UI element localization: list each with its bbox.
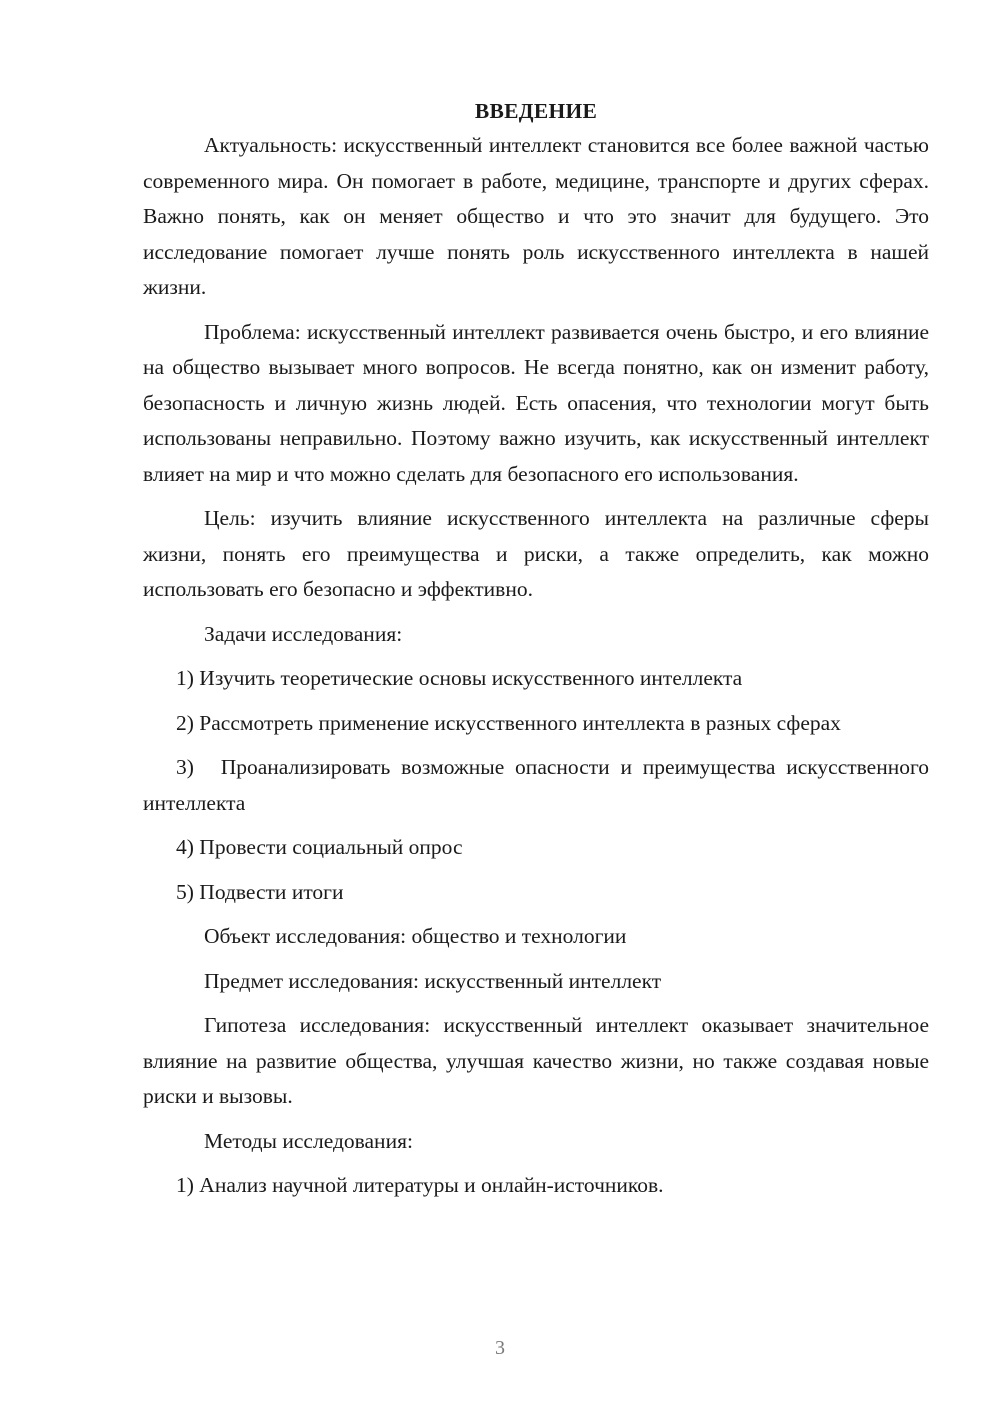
section-title: ВВЕДЕНИЕ [474,99,598,123]
list-item-number: 1) [176,1173,200,1197]
list-item-text: Подвести итоги [199,879,344,904]
list-item-text: Анализ научной литературы и онлайн-источников. [199,1173,664,1197]
methods-list [143,1168,929,1204]
list-item [143,875,929,911]
list-item-number: 3) [176,755,205,779]
list-item-number: 4) [176,835,200,859]
list-item-text: Рассмотреть применение искусственного интеллекта в разных сферах [199,710,841,735]
paragraph-relevance: Актуальность: искусственный интеллект становится все более важной частью современного мира. Он помогает в работе, медицине, транспорте и других сферах. Важно понять, как он меняет общество и что это значит для будущего. Это исследование помогает лучше понять роль искусственного интеллекта в нашей жизни. [143,133,929,299]
list-item-text: Изучить теоретические основы искусственного интеллекта [199,666,743,690]
paragraph-object: Объект исследования: общество и технологии [204,924,627,948]
list-item [143,661,929,697]
list-item-number: 1) [176,666,200,690]
paragraph-subject: Предмет исследования: искусственный интеллект [204,968,662,993]
paragraph-problem: Проблема: искусственный интеллект развивается очень быстро, и его влияние на общество вызывает много вопросов. Не всегда понятно, как он изменит работу, безопасность и личную жизнь людей. Есть опасения, что технологии могут быть использованы неправильно. Поэтому важно изучить, как искусственный интеллект влияет на мир и что можно сделать для безопасного его использования. [143,319,929,486]
methods-heading: Методы исследования: [204,1128,413,1153]
list-item-number: 2) [176,710,200,735]
list-item-number: 5) [176,879,200,904]
list-item-text: Провести социальный опрос [199,835,463,859]
list-item-text: Проанализировать возможные опасности и преимущества искусственного интеллекта [143,755,930,815]
page-content [143,96,929,1213]
tasks-list [143,661,929,910]
tasks-heading: Задачи исследования: [204,621,403,646]
page-number: 3 [495,1337,505,1359]
list-item [143,830,929,866]
paragraph-hypothesis: Гипотеза исследования: искусственный интеллект оказывает значительное влияние на развитие общества, улучшая качество жизни, но также создавая новые риски и вызовы. [143,1013,929,1108]
list-item [143,706,929,742]
list-item [143,750,929,821]
paragraph-goal: Цель: изучить влияние искусственного интеллекта на различные сферы жизни, понять его преимущества и риски, а также определить, как можно использовать его безопасно и эффективно. [143,506,929,601]
list-item [143,1168,929,1204]
